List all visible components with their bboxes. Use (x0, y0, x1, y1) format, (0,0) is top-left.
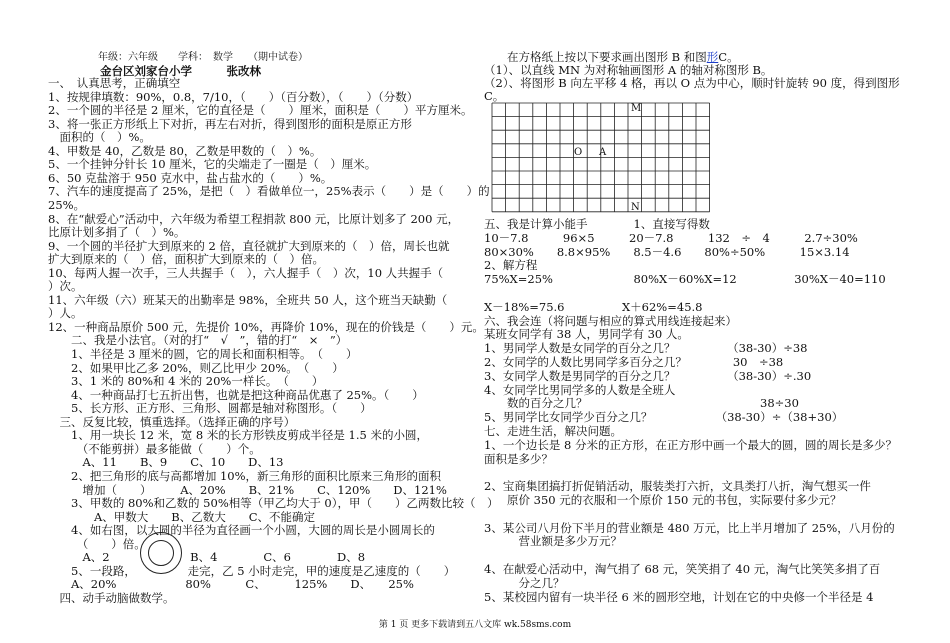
right-line: 4、女同学比男同学多的人数是全班人 (484, 382, 676, 397)
right-line: X－18%=75.6 X＋62%=45.8 (484, 299, 703, 314)
left-line: 1、按规律填数：90%，0.8，7/10，（ ）（百分数），（ ）（分数） (48, 89, 419, 104)
exam-meta: 年级：六年级 学科： 数学 （期中试卷） (98, 52, 308, 63)
intro-end: C。 (718, 50, 739, 64)
left-line: A、11 B、9 C、10 D、13 (48, 455, 284, 470)
grid-label-m: M (631, 103, 642, 114)
grid-label-a: A (599, 147, 607, 158)
right-line: 1、男同学人数是女同学的百分之几？ （38-30）÷38 (484, 341, 808, 356)
left-line: 3、1 米的 80%和 4 米的 20%一样长。 （ ） (48, 374, 324, 389)
right-line: 原价 350 元的衣服和一个原价 150 元的书包，实际要付多少元？ (484, 493, 842, 507)
left-line: 一、 认真思考，正确填空 (48, 76, 181, 90)
left-line: 1、用一块长 12 米，宽 8 米的长方形铁皮剪成半径是 1.5 米的小圆， (48, 428, 428, 443)
right-line: 某班女同学有 38 人，男同学有 30 人。 (484, 327, 689, 342)
left-line: A、20% 80% C、 125% D、 25% (48, 577, 414, 592)
left-line: 4、如右图，以大圆的半径为直径画一个小圆，大圆的周长是小圆周长的 (48, 523, 435, 538)
left-line: （ ）倍。 (48, 536, 146, 551)
left-line: 5、一个挂钟分针长 10 厘米，它的尖端走了一圈是（ ）厘米。 (48, 157, 377, 172)
right-line: 5、某校园内留有一块半径 6 米的圆形空地，计划在它的中央修一个半径是 4 (484, 589, 874, 604)
right-line: 七、走进生活，解决问题。 (484, 424, 622, 438)
left-line: 12、一种商品原价 500 元，先提价 10%，再降价 10%，现在的价钱是（ ）元。 (48, 319, 484, 334)
left-line: A、甲数大 B、乙数大 C、不能确定 (48, 509, 316, 524)
right-line: 面积是多少？ (484, 451, 553, 466)
intro-text: 在方格纸上按以下要求画出图形 B 和图 (484, 50, 707, 64)
left-line: 二、我是小法官。（对的打“ √ ”，错的打“ × ”） (48, 333, 348, 348)
left-line: 11、六年级（六）班某天的出勤率是 98%，全班共 50 人，这个班当天缺勤（ (48, 292, 448, 307)
left-line: 比原计划多捐了（ ）%。 (48, 225, 186, 240)
left-line: ）次。 (48, 279, 83, 294)
left-line: 3、甲数的 80%和乙数的 50%相等（甲乙均大于 0），甲（ ）乙两数比较（ ） (48, 496, 499, 511)
school-teacher: 金台区刘家台小学 张改林 (100, 64, 261, 78)
right-line: 5、男同学比女同学少百分之几？ （38-30）÷（38+30） (484, 410, 844, 425)
left-line: ）人。 (48, 306, 83, 321)
left-line: 5、一段路， 走完，乙 5 小时走完，甲的速度是乙速度的（ ） (48, 563, 456, 578)
square-grid (491, 102, 711, 214)
right-line: 2、女同学的人数比男同学多百分之几？ 30 ÷38 (484, 355, 784, 369)
right-line: 2、解方程 (484, 258, 538, 273)
right-line: 4、在献爱心活动中，淘气捐了 68 元，笑笑捐了 40 元，淘气比笑笑多捐了百 (484, 562, 881, 576)
left-line: 2、如果甲比乙多 20%，则乙比甲少 20%。 （ ） (48, 360, 344, 375)
right-line: 10－7.8 96×5 20－7.8 132 ÷ 4 2.7÷30% (484, 230, 858, 245)
right-line: 营业额是多少万元？ (484, 534, 622, 549)
left-line: 9、一个圆的半径扩大到原来的 2 倍，直径就扩大到原来的（ ）倍，周长也就 (48, 238, 450, 253)
left-line: 2、一个圆的半径是 2 厘米，它的直径是（ ）厘米，面积是（ ）平方厘米。 (48, 103, 473, 118)
right-task-line: C。 (484, 89, 505, 103)
left-line: 4、一种商品打七五折出售，也就是把这种商品优惠了 25%。（ ） (48, 387, 424, 402)
left-line: 2、把三角形的底与高都增加 10%，新三角形的面积比原来三角形的面积 (48, 468, 442, 483)
right-line: 75%X=25% 80%X－60%X=12 30%X－40=110 (484, 272, 886, 287)
right-line: 1、一个边长是 8 分米的正方形，在正方形中画一个最大的圆，圆的周长是多少？ (484, 437, 897, 452)
right-line: 五、我是计算小能手 1、直接写得数 (484, 217, 710, 231)
grid-label-n: N (631, 202, 640, 213)
left-line: 扩大到原来的（ ）倍，面积扩大到原来的（ ）倍。 (48, 252, 324, 267)
right-line: 六、我会连（将问题与相应的算式用线连接起来） (484, 313, 737, 328)
left-line: 3、将一张正方形纸上下对折，再左右对折，得到图形的面积是原正方形 (48, 116, 412, 131)
left-line: 25%。 (48, 197, 86, 212)
left-line: 面积的（ ）%。 (48, 130, 151, 145)
left-line: 10、每两人握一次手，三人共握手（ ），六人握手（ ）次，10 人共握手（ (48, 265, 444, 280)
right-line: 数的百分之几？ 38÷30 (484, 396, 799, 411)
left-line: A、2 B、4 C、6 D、8 (48, 550, 366, 565)
left-line: 增加（ ） A、20% B、21% C、120% D、121% (48, 482, 447, 497)
intro-link[interactable]: 形 (706, 50, 719, 64)
left-line: 5、长方形、正方形、三角形、圆都是轴对称图形。（ ） (48, 401, 372, 416)
left-line: 4、甲数是 40，乙数是 80，乙数是甲数的（ ）%。 (48, 143, 322, 158)
left-line: 四、动手动脑做数学。 (48, 590, 175, 605)
left-line: 8、在“献爱心”活动中，六年级为希望工程捐款 800 元，比原计划多了 200 元， (48, 211, 460, 226)
right-task-line: （2）、将图形 B 向左平移 4 格，再以 O 点为中心，顺时针旋转 90 度，得到图形 (484, 76, 900, 90)
right-line: 2、宝商集团搞打折促销活动，服装类打六折，文具类打八折，淘气想买一件 (484, 479, 871, 494)
left-line: （不能剪拼）最多能做（ ）个。 (48, 441, 261, 456)
grid-lines (491, 102, 711, 214)
small-circle-figure (148, 540, 174, 566)
left-line: 7、汽车的速度提高了 25%，是把（ ）看做单位一，25%表示（ ）是（ ）的 (48, 184, 490, 199)
left-line: 1、半径是 3 厘米的圆，它的周长和面积相等。 （ ） (48, 347, 358, 361)
right-line: 3、女同学人数是男同学的百分之几？ （38-30）÷.30 (484, 368, 812, 383)
grid-label-o: O (574, 147, 583, 158)
right-line: 3、某公司八月份下半月的营业额是 480 万元，比上半月增加了 25%，八月份的 (484, 520, 895, 535)
right-line: 80×30% 8.8×95% 8.5－4.6 80%÷50% 15×3.14 (484, 244, 850, 259)
left-line: 6、50 克盐溶于 950 克水中，盐占盐水的（ ）%。 (48, 170, 333, 185)
right-task-line: （1）、以直线 MN 为对称轴画图形 A 的轴对称图形 B。 (484, 63, 773, 77)
left-line: 三、反复比较，慎重选择。（选择正确的序号） (48, 414, 296, 429)
right-line: 分之几？ (484, 575, 565, 590)
page-footer: 第 1 页 更多下载请到五八文库 wk.58sms.com (378, 620, 572, 630)
